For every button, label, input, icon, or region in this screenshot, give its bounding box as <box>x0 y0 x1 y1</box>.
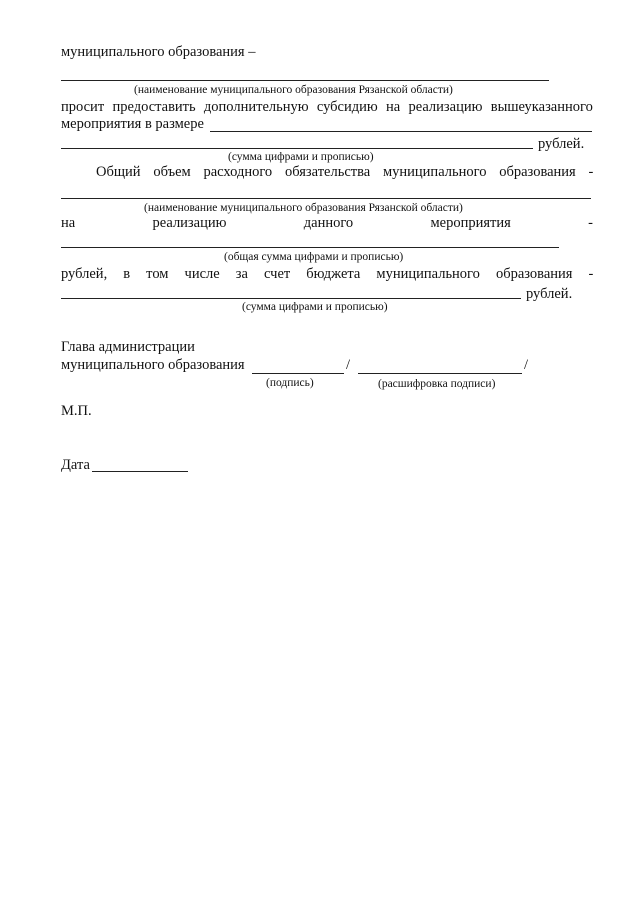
blank-mo-name-1[interactable] <box>61 80 549 81</box>
text-total-obligation: Общий объем расходного обязательства муниципального образования - <box>96 164 594 180</box>
text-date-label: Дата <box>61 457 90 473</box>
caption-mo-name-2: (наименование муниципального образования Рязанской области) <box>144 202 463 214</box>
text-stamp-place: М.П. <box>61 403 92 419</box>
text-slash-2: / <box>524 357 529 373</box>
caption-signature-decoding: (расшифровка подписи) <box>378 378 496 390</box>
text-rub-2: рублей. <box>526 286 573 302</box>
word-2: реализацию <box>152 215 227 231</box>
text-budget-line: рублей, в том числе за счет бюджета муниципального образования - <box>61 266 594 282</box>
caption-sum-1: (сумма цифрами и прописью) <box>228 151 374 163</box>
blank-total-sum[interactable] <box>61 247 559 248</box>
blank-amount-1b[interactable] <box>61 148 533 149</box>
text-slash-1: / <box>346 357 351 373</box>
text-head-mo: муниципального образования <box>61 357 245 373</box>
caption-total-sum: (общая сумма цифрами и прописью) <box>224 251 404 263</box>
blank-mo-name-2[interactable] <box>61 198 591 199</box>
blank-signature[interactable] <box>252 373 344 374</box>
text-request-line: просит предоставить дополнительную субсидию на реализацию вышеуказанного <box>61 99 593 115</box>
blank-budget-sum[interactable] <box>61 298 521 299</box>
word-4: мероприятия <box>430 215 511 231</box>
word-5: - <box>588 215 593 231</box>
blank-date[interactable] <box>92 471 188 472</box>
text-rub-1: рублей. <box>538 136 585 152</box>
caption-signature: (подпись) <box>266 377 314 389</box>
word-3: данного <box>303 215 354 231</box>
text-head-title: Глава администрации <box>61 339 195 355</box>
word-1: на <box>61 215 76 231</box>
text-realization-line <box>61 214 593 232</box>
caption-mo-name-1: (наименование муниципального образования Рязанской области) <box>134 84 453 96</box>
blank-amount-1[interactable] <box>210 131 592 132</box>
blank-signature-decoding[interactable] <box>358 373 522 374</box>
text-mo-line: муниципального образования – <box>61 44 256 60</box>
caption-sum-2: (сумма цифрами и прописью) <box>242 301 388 313</box>
text-amount-label: мероприятия в размере <box>61 116 204 132</box>
